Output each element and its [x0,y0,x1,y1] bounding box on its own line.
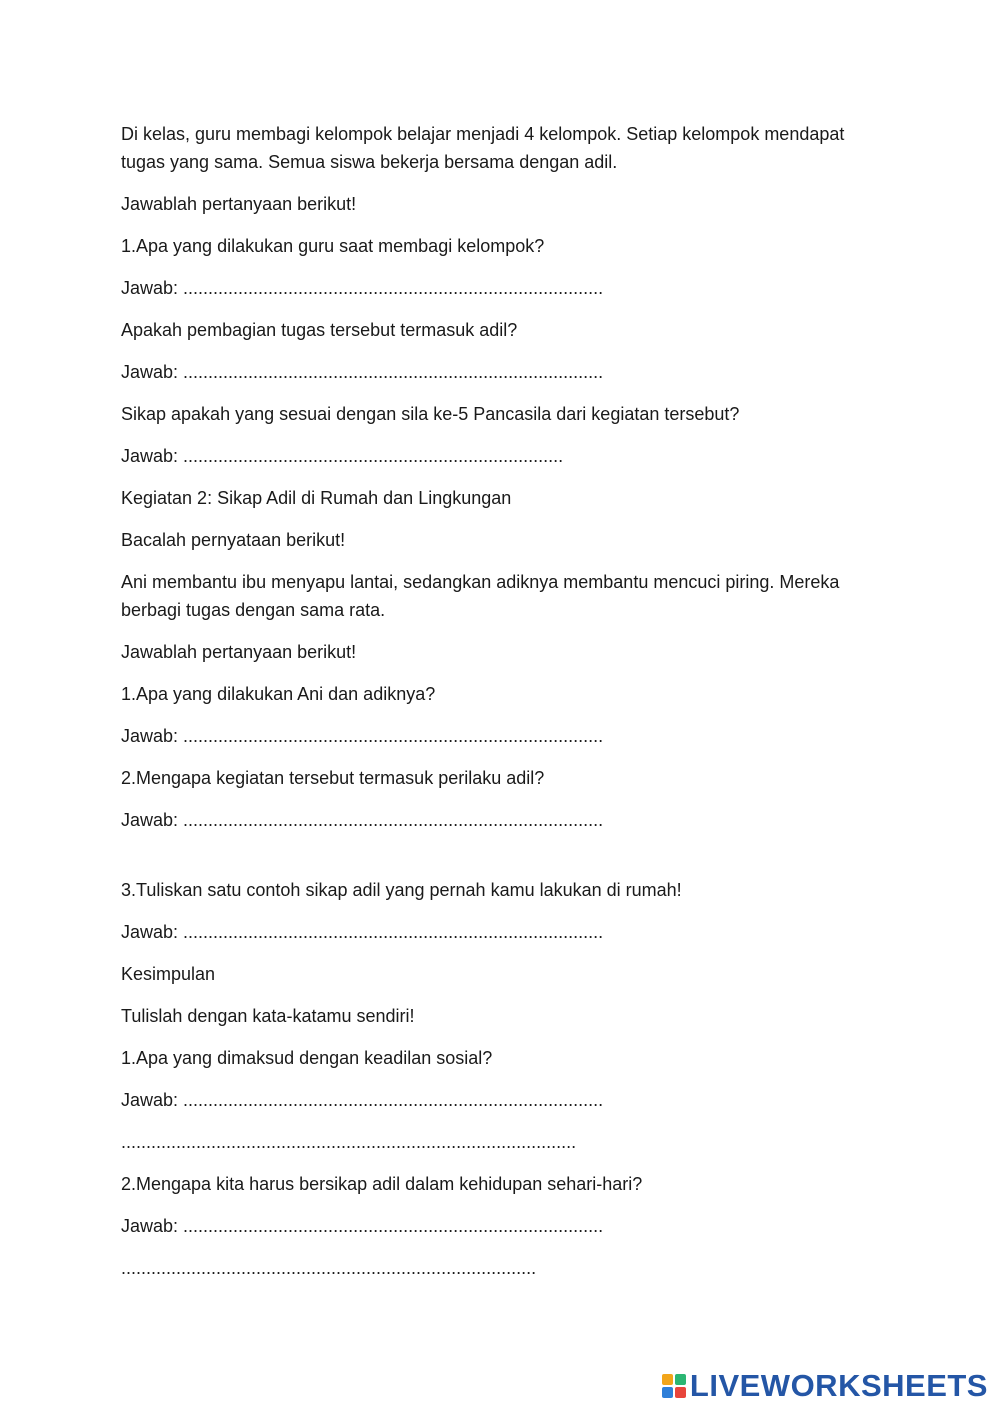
instruction-text: Tulislah dengan kata-katamu sendiri! [121,1006,415,1026]
section-heading: Kesimpulan [121,964,216,984]
question-text: 3.Tuliskan satu contoh sikap adil yang pernah kamu lakukan di rumah! [121,880,682,900]
answer-line[interactable]: Jawab: ............................................................................ [121,446,564,466]
question-text: Sikap apakah yang sesuai dengan sila ke-5 Pancasila dari kegiatan tersebut? [121,404,740,424]
worksheet-content [121,120,881,1296]
mark-square [675,1387,686,1398]
section-heading: Kegiatan 2: Sikap Adil di Rumah dan Lingkungan [121,488,512,508]
mark-square [662,1374,673,1385]
blank-spacer [121,848,881,876]
question-text: 1.Apa yang dilakukan guru saat membagi kelompok? [121,236,545,256]
question-text: 2.Mengapa kita harus bersikap adil dalam kehidupan sehari-hari? [121,1174,643,1194]
question-text: Apakah pembagian tugas tersebut termasuk adil? [121,320,518,340]
brand-name: LIVEWORKSHEETS [689,1368,988,1403]
answer-line[interactable]: Jawab: .................................................................................... [121,278,604,298]
answer-continuation-line[interactable]: ................................................................................... [121,1258,537,1278]
mark-square [675,1374,686,1385]
answer-line[interactable]: Jawab: .................................................................................... [121,1216,604,1236]
liveworksheets-logo[interactable] [662,1368,988,1404]
instruction-text: Jawablah pertanyaan berikut! [121,194,357,214]
question-text: 1.Apa yang dimaksud dengan keadilan sosial? [121,1048,493,1068]
liveworksheets-mark-icon [662,1374,686,1398]
instruction-text: Jawablah pertanyaan berikut! [121,642,357,662]
intro-paragraph: Di kelas, guru membagi kelompok belajar menjadi 4 kelompok. Setiap kelompok mendapat tugas yang sama. Semua siswa bekerja bersama dengan adil. [121,124,845,172]
answer-line[interactable]: Jawab: .................................................................................... [121,362,604,382]
answer-line[interactable]: Jawab: .................................................................................... [121,1090,604,1110]
answer-line[interactable]: Jawab: .................................................................................... [121,810,604,830]
answer-line[interactable]: Jawab: .................................................................................... [121,922,604,942]
answer-line[interactable]: Jawab: .................................................................................... [121,726,604,746]
answer-continuation-line[interactable]: ........................................................................................... [121,1132,577,1152]
question-text: 2.Mengapa kegiatan tersebut termasuk perilaku adil? [121,768,545,788]
story-paragraph: Ani membantu ibu menyapu lantai, sedangkan adiknya membantu mencuci piring. Mereka berbagi tugas dengan sama rata. [121,572,840,620]
question-text: 1.Apa yang dilakukan Ani dan adiknya? [121,684,436,704]
instruction-text: Bacalah pernyataan berikut! [121,530,346,550]
mark-square [662,1387,673,1398]
